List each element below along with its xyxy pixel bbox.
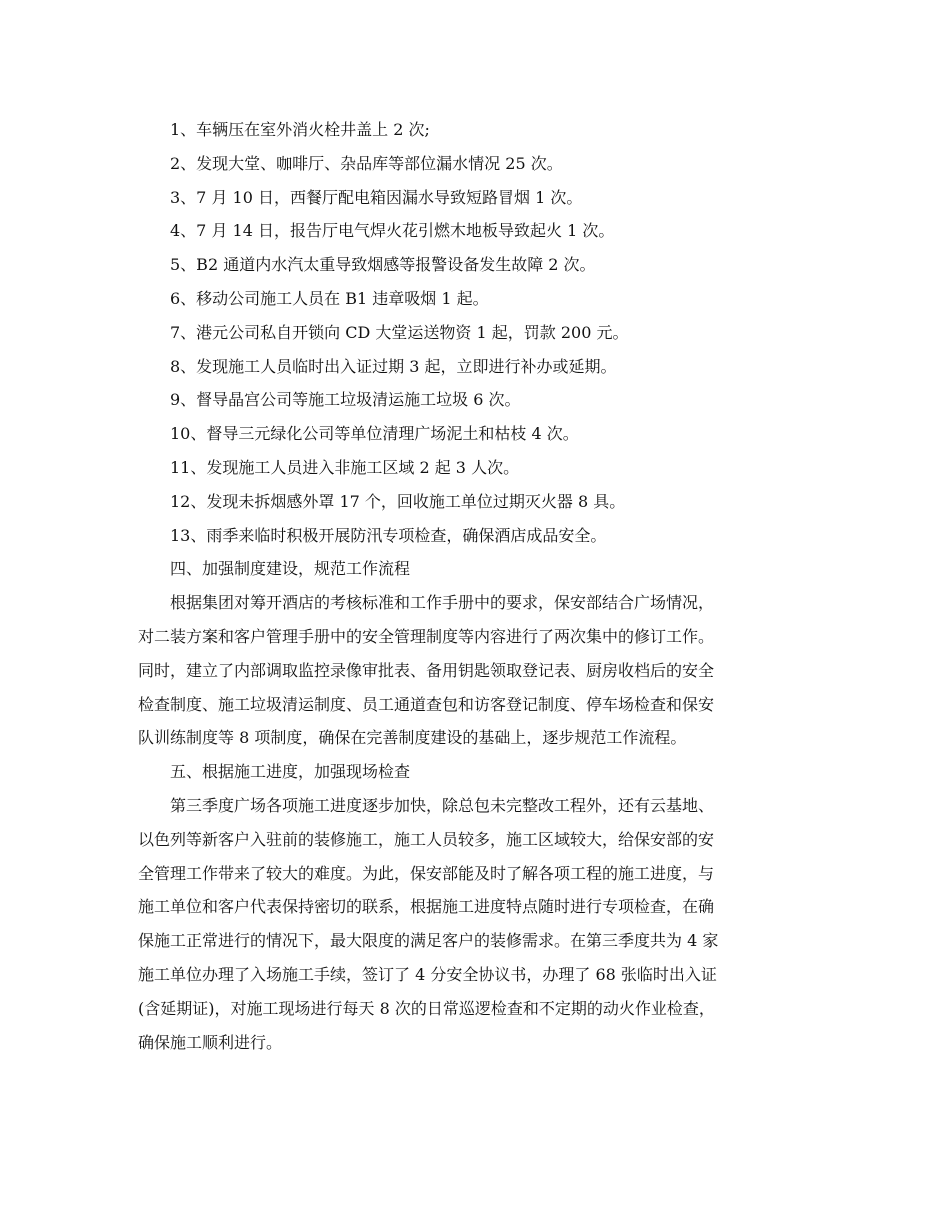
list-item: 3、7 月 10 日，西餐厅配电箱因漏水导致短路冒烟 1 次。 <box>170 187 583 207</box>
paragraph-line: 同时，建立了内部调取监控录像审批表、备用钥匙领取登记表、厨房收档后的安全 <box>138 660 715 680</box>
paragraph-line: 全管理工作带来了较大的难度。为此，保安部能及时了解各项工程的施工进度，与 <box>138 863 715 883</box>
paragraph-line: 根据集团对筹开酒店的考核标准和工作手册中的要求，保安部结合广场情况， <box>170 593 715 613</box>
paragraph-line: 确保施工顺利进行。 <box>138 1032 283 1052</box>
section-heading: 五、根据施工进度，加强现场检查 <box>170 762 411 782</box>
paragraph-line: 第三季度广场各项施工进度逐步加快，除总包未完整改工程外，还有云基地、 <box>170 795 715 815</box>
list-item: 10、督导三元绿化公司等单位清理广场泥土和枯枝 4 次。 <box>170 424 579 444</box>
list-item: 7、港元公司私自开锁向 CD 大堂运送物资 1 起，罚款 200 元。 <box>170 322 629 342</box>
list-item: 2、发现大堂、咖啡厅、杂品库等部位漏水情况 25 次。 <box>170 153 563 173</box>
paragraph-line: 队训练制度等 8 项制度，确保在完善制度建设的基础上，逐步规范工作流程。 <box>138 728 687 748</box>
paragraph-line: 对二装方案和客户管理手册中的安全管理制度等内容进行了两次集中的修订工作。 <box>138 626 715 646</box>
list-item: 4、7 月 14 日，报告厅电气焊火花引燃木地板导致起火 1 次。 <box>170 221 615 241</box>
list-item: 9、督导晶宫公司等施工垃圾清运施工垃圾 6 次。 <box>170 390 521 410</box>
paragraph-line: (含延期证)，对施工现场进行每天 8 次的日常巡逻检查和不定期的动火作业检查， <box>138 998 715 1018</box>
paragraph-line: 施工单位办理了入场施工手续，签订了 4 分安全协议书，办理了 68 张临时出入证 <box>138 964 717 984</box>
list-item: 6、移动公司施工人员在 B1 违章吸烟 1 起。 <box>170 288 489 308</box>
document-body <box>138 113 818 1059</box>
paragraph-line: 保施工正常进行的情况下，最大限度的满足客户的装修需求。在第三季度共为 4 家 <box>138 931 719 951</box>
paragraph-line: 施工单位和客户代表保持密切的联系，根据施工进度特点随时进行专项检查，在确 <box>138 897 715 917</box>
list-item: 8、发现施工人员临时出入证过期 3 起，立即进行补办或延期。 <box>170 356 617 376</box>
list-item: 13、雨季来临时积极开展防汛专项检查，确保酒店成品安全。 <box>170 525 607 545</box>
section-heading: 四、加强制度建设，规范工作流程 <box>170 559 411 579</box>
paragraph-line: 以色列等新客户入驻前的装修施工，施工人员较多，施工区域较大，给保安部的安 <box>138 829 715 849</box>
list-item: 11、发现施工人员进入非施工区域 2 起 3 人次。 <box>170 457 520 477</box>
list-item: 1、车辆压在室外消火栓井盖上 2 次; <box>170 120 430 139</box>
list-item: 5、B2 通道内水汽太重导致烟感等报警设备发生故障 2 次。 <box>170 255 596 275</box>
list-item: 12、发现未拆烟感外罩 17 个，回收施工单位过期灭火器 8 具。 <box>170 491 626 511</box>
paragraph-line: 检查制度、施工垃圾清运制度、员工通道查包和访客登记制度、停车场检查和保安 <box>138 694 715 714</box>
